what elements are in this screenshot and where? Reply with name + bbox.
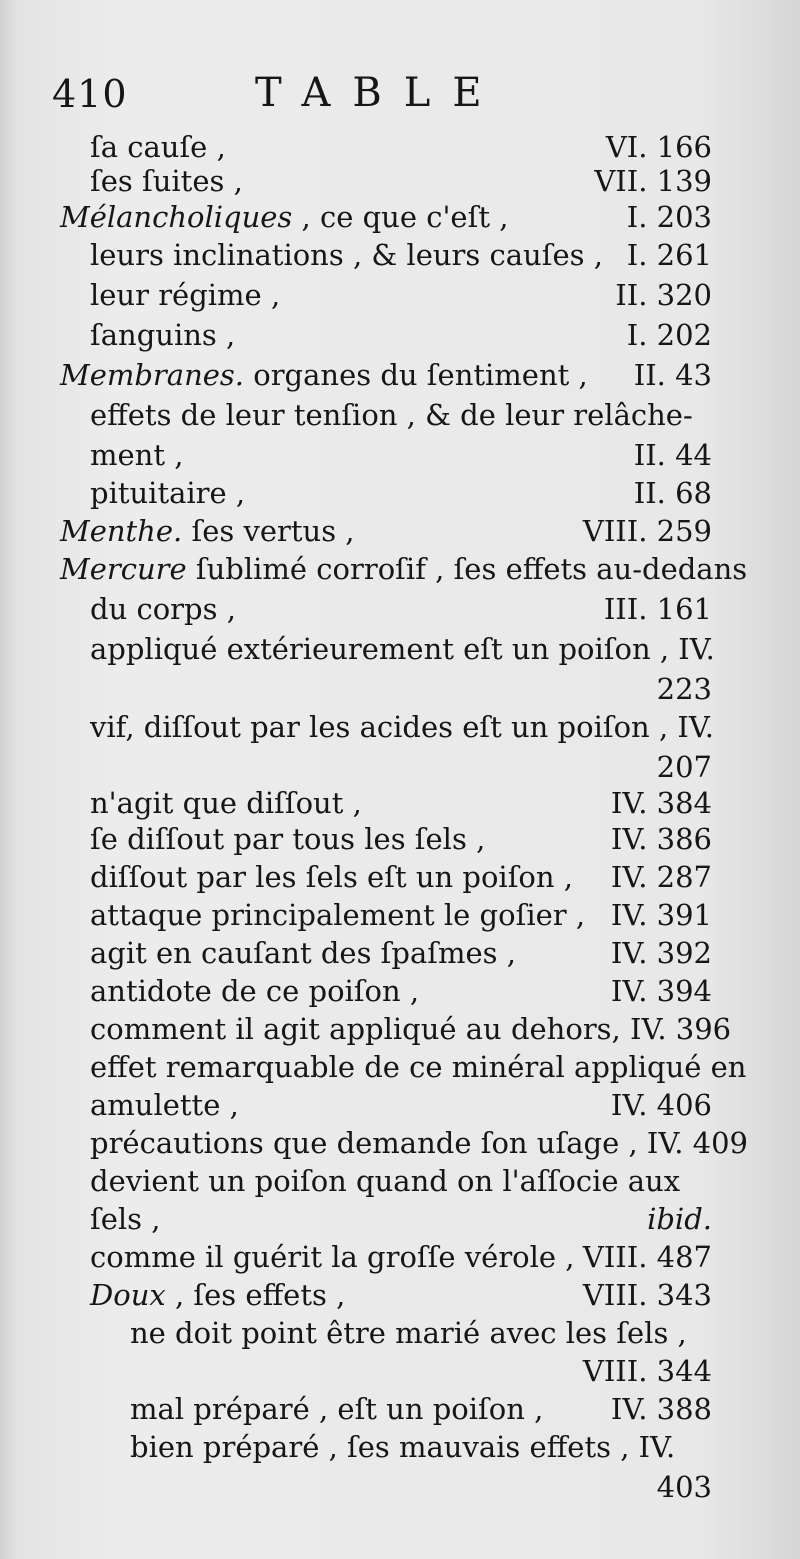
index-line-text: [90, 1010, 731, 1048]
index-line-text: [90, 820, 485, 858]
entry-text: ſes vertus ,: [182, 514, 355, 548]
headword: Menthe.: [60, 514, 183, 548]
headword: Mélancholiques: [60, 200, 293, 234]
index-line-text: [60, 356, 588, 394]
index-line-text: [60, 512, 355, 550]
entry-text: n'agit que diſſout ,: [90, 786, 362, 820]
page-reference: IV. 406: [610, 1088, 712, 1122]
index-line-text: [90, 590, 236, 628]
index-line: [0, 784, 800, 822]
index-line-text: [130, 1428, 675, 1466]
running-head: TABLE: [255, 70, 504, 116]
entry-text: effet remarquable de ce minéral appliqué en: [90, 1050, 747, 1084]
index-line: [0, 1238, 800, 1276]
index-line: [0, 1200, 800, 1238]
index-line: [0, 1276, 800, 1314]
page-reference: I. 203: [626, 200, 712, 234]
headword: Mercure: [60, 552, 187, 586]
entry-text: devient un poiſon quand on l'aſſocie aux: [90, 1164, 681, 1198]
index-line: [0, 236, 800, 274]
index-line: [0, 550, 800, 588]
entry-text: ſe diſſout par tous les ſels ,: [90, 822, 486, 856]
index-line-text: [90, 1124, 748, 1162]
index-line-text: [90, 1162, 680, 1200]
index-line: [0, 1428, 800, 1466]
index-line: [0, 356, 800, 394]
entry-text: attaque principalement le goſier ,: [90, 898, 586, 932]
entry-text: ſes ſuites ,: [90, 164, 243, 198]
entry-text: organes du ſentiment ,: [244, 358, 588, 392]
entry-text: amulette ,: [90, 1088, 239, 1122]
index-line: [0, 630, 800, 668]
entry-text: ſa cauſe ,: [90, 130, 226, 164]
index-line-text: [90, 1048, 746, 1086]
index-line: [0, 748, 800, 786]
page-reference: 223: [656, 672, 712, 706]
index-line: [0, 316, 800, 354]
entry-text: ſels ,: [90, 1202, 161, 1236]
entry-text: comme il guérit la groſſe vérole ,: [90, 1240, 575, 1274]
index-line: [0, 162, 800, 200]
index-line-text: [90, 972, 419, 1010]
page-reference: II. 43: [633, 358, 712, 392]
page-reference: IV. 391: [610, 898, 712, 932]
page-reference: VIII. 344: [582, 1354, 712, 1388]
page-reference: I. 202: [626, 318, 712, 352]
index-line-text: [90, 276, 280, 314]
index-line-text: [90, 1086, 239, 1124]
entry-text: , ſes effets ,: [165, 1278, 346, 1312]
index-line: [0, 436, 800, 474]
page-reference: III. 161: [603, 592, 712, 626]
page-reference: IV. 388: [610, 1392, 712, 1426]
index-line: [0, 590, 800, 628]
index-line-text: [90, 934, 516, 972]
index-line-text: [90, 128, 226, 166]
index-line-text: [90, 784, 362, 822]
entry-text: ſanguins ,: [90, 318, 236, 352]
headword: Membranes.: [60, 358, 245, 392]
entry-text: antidote de ce poiſon ,: [90, 974, 420, 1008]
entry-text: mal préparé , eſt un poiſon ,: [130, 1392, 544, 1426]
entry-text: leur régime ,: [90, 278, 281, 312]
entry-text: leurs inclinations , & leurs cauſes ,: [90, 238, 603, 272]
page-reference: II. 320: [615, 278, 712, 312]
index-line-text: [90, 396, 693, 434]
index-line-text: [60, 198, 508, 236]
index-line-text: [90, 630, 715, 668]
index-line: [0, 1468, 800, 1506]
page-reference: VI. 166: [605, 130, 712, 164]
index-line: [0, 1314, 800, 1352]
index-line-text: [130, 1390, 543, 1428]
entry-text: effets de leur tenſion , & de leur relâche-: [90, 398, 693, 432]
index-line: [0, 512, 800, 550]
page-reference: IV. 394: [610, 974, 712, 1008]
index-line: [0, 708, 800, 746]
page-number: 410: [52, 72, 128, 116]
entry-text: comment il agit appliqué au dehors, IV. 396: [90, 1012, 732, 1046]
index-line-text: [90, 1276, 345, 1314]
page-reference: 403: [656, 1470, 712, 1504]
entry-text: du corps ,: [90, 592, 236, 626]
page-reference: IV. 386: [610, 822, 712, 856]
index-line: [0, 1086, 800, 1124]
entry-text: , ce que c'eſt ,: [292, 200, 509, 234]
page-reference: VII. 139: [594, 164, 712, 198]
index-line: [0, 1352, 800, 1390]
entry-text: ment ,: [90, 438, 184, 472]
index-line: [0, 858, 800, 896]
page-reference: I. 261: [626, 238, 712, 272]
entry-text: vif, diſſout par les acides eſt un poiſon , IV.: [90, 710, 714, 744]
index-line: [0, 474, 800, 512]
index-line-text: [60, 550, 747, 588]
index-line-text: [90, 316, 235, 354]
headword: Doux: [90, 1278, 166, 1312]
index-line-text: [90, 474, 245, 512]
entry-text: ſublimé corroſif , ſes effets au-dedans: [186, 552, 748, 586]
page-reference: IV. 287: [610, 860, 712, 894]
index-line-text: [90, 858, 573, 896]
index-line-text: [90, 436, 183, 474]
entry-text: précautions que demande ſon uſage , IV. 409: [90, 1126, 749, 1160]
index-line-text: [90, 236, 603, 274]
entry-text: pituitaire ,: [90, 476, 246, 510]
index-line: [0, 820, 800, 858]
index-line: [0, 1010, 800, 1048]
page-reference: 207: [656, 750, 712, 784]
index-line-text: [90, 162, 243, 200]
index-line: [0, 1390, 800, 1428]
index-line: [0, 1048, 800, 1086]
index-line-text: [90, 708, 714, 746]
index-line: [0, 670, 800, 708]
page-reference: VIII. 259: [582, 514, 712, 548]
index-line: [0, 276, 800, 314]
index-line: [0, 198, 800, 236]
index-line: [0, 396, 800, 434]
page-reference: II. 68: [633, 476, 712, 510]
page-reference: IV. 392: [610, 936, 712, 970]
entry-text: bien préparé , ſes mauvais effets , IV.: [130, 1430, 676, 1464]
index-line-text: [90, 1238, 575, 1276]
index-line: [0, 128, 800, 166]
index-line-text: [130, 1314, 687, 1352]
index-line: [0, 934, 800, 972]
entry-text: agit en cauſant des ſpaſmes ,: [90, 936, 516, 970]
index-line: [0, 1162, 800, 1200]
entry-text: ne doit point être marié avec les ſels ,: [130, 1316, 687, 1350]
page-reference: VIII. 487: [582, 1240, 712, 1274]
page-reference: ibid.: [647, 1202, 712, 1236]
entry-text: diſſout par les ſels eſt un poiſon ,: [90, 860, 574, 894]
page-reference: IV. 384: [610, 786, 712, 820]
index-line: [0, 1124, 800, 1162]
page-reference: II. 44: [633, 438, 712, 472]
index-line-text: [90, 1200, 161, 1238]
index-line: [0, 896, 800, 934]
entry-text: appliqué extérieurement eſt un poiſon , IV.: [90, 632, 715, 666]
index-line: [0, 972, 800, 1010]
page-reference: VIII. 343: [582, 1278, 712, 1312]
index-line-text: [90, 896, 585, 934]
